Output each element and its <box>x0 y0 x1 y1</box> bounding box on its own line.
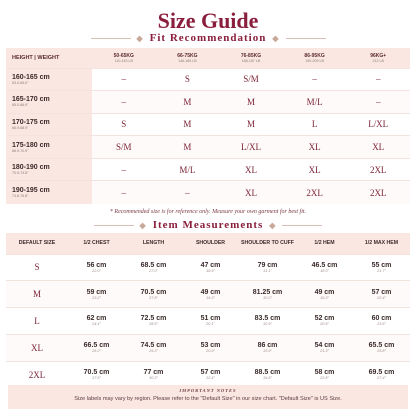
fit-cell: M/L <box>156 158 220 181</box>
meas-cell: 70.5 cm 27.8" <box>68 361 125 388</box>
fit-cell: XL <box>219 181 283 204</box>
fit-cell: L <box>283 113 347 136</box>
fit-heading-text: Fit Recommendation <box>149 32 267 44</box>
fit-cell: M <box>156 91 220 114</box>
meas-cell: 69.5 cm 27.4" <box>353 361 410 388</box>
fit-cell: M <box>156 113 220 136</box>
fit-cell: – <box>92 68 156 91</box>
fit-cell: – <box>346 68 410 91</box>
meas-cell: 81.25 cm 32.0" <box>239 281 296 308</box>
fit-row <box>6 136 410 159</box>
notes-text: Size labels may vary by region. Please refer to the "Default Size" in our size chart. "Default Size" is US Size. <box>74 396 342 402</box>
fit-cell: – <box>92 158 156 181</box>
fit-cell: XL <box>219 158 283 181</box>
fit-col-header: 66-75KG 146-165 LB <box>156 48 220 68</box>
meas-cell: 49 cm 19.3" <box>182 281 239 308</box>
meas-cell: 57 cm 22.4" <box>182 361 239 388</box>
meas-col-header: 1/2 MAX HEM <box>353 233 410 254</box>
meas-col-header: SHOULDER TO CUFF <box>239 233 296 254</box>
fit-cell: – <box>346 91 410 114</box>
meas-cell: 77 cm 30.3" <box>125 361 182 388</box>
meas-cell: 46.5 cm 18.3" <box>296 254 353 281</box>
meas-row <box>6 308 410 335</box>
notes-title: IMPORTANT NOTES <box>179 388 237 393</box>
diamond-icon: ◆ <box>269 221 277 230</box>
meas-cell: 68.5 cm 27.0" <box>125 254 182 281</box>
fit-row-header: 190-195 cm 74.8-76.8" <box>6 181 92 204</box>
fit-row-header: 180-190 cm 70.9-74.8" <box>6 158 92 181</box>
meas-col-header: 1/2 HEM <box>296 233 353 254</box>
meas-cell: 54 cm 21.3" <box>296 334 353 361</box>
fit-row-header: 170-175 cm 66.9-68.9" <box>6 113 92 136</box>
meas-row <box>6 254 410 281</box>
meas-cell: 65.5 cm 25.8" <box>353 334 410 361</box>
fit-corner-header: HEIGHT | WEIGHT <box>6 48 92 68</box>
meas-cell: 59 cm 23.2" <box>68 281 125 308</box>
fit-cell: XL <box>283 136 347 159</box>
meas-cell: 52 cm 20.5" <box>296 308 353 335</box>
fit-disclaimer: * Recommended size is for reference only. Measure your own garment for best fit. <box>109 209 307 215</box>
fit-row <box>6 181 410 204</box>
meas-col-header: DEFAULT SIZE <box>6 233 68 254</box>
fit-col-header: 50-65KG 110-143 LB <box>92 48 156 68</box>
meas-cell: 49 cm 19.3" <box>296 281 353 308</box>
meas-cell: 55 cm 21.7" <box>353 254 410 281</box>
fit-cell: XL <box>346 136 410 159</box>
meas-cell: 83.5 cm 32.9" <box>239 308 296 335</box>
fit-cell: – <box>92 91 156 114</box>
diamond-icon: ◆ <box>136 34 144 43</box>
fit-col-header: 76-85KG 168-187 LB <box>219 48 283 68</box>
meas-size-label: S <box>6 254 68 281</box>
meas-cell: 53 cm 20.9" <box>182 334 239 361</box>
meas-col-header: 1/2 CHEST <box>68 233 125 254</box>
meas-cell: 74.5 cm 29.3" <box>125 334 182 361</box>
fit-cell: 2XL <box>346 181 410 204</box>
fit-header-row <box>6 48 410 68</box>
meas-row <box>6 281 410 308</box>
fit-cell: M <box>219 91 283 114</box>
fit-col-header: 96KG+ 212 LB <box>346 48 410 68</box>
fit-row <box>6 68 410 91</box>
fit-section-heading <box>0 32 416 44</box>
measurements-section-heading <box>0 219 416 231</box>
divider <box>94 225 134 226</box>
divider <box>286 38 326 39</box>
fit-cell: M <box>156 136 220 159</box>
fit-cell: – <box>156 181 220 204</box>
meas-cell: 57 cm 22.4" <box>353 281 410 308</box>
fit-cell: XL <box>283 158 347 181</box>
meas-row <box>6 361 410 388</box>
meas-row <box>6 334 410 361</box>
fit-cell: – <box>283 68 347 91</box>
meas-cell: 88.5 cm 34.8" <box>239 361 296 388</box>
fit-cell: S/M <box>219 68 283 91</box>
meas-cell: 56 cm 22.0" <box>68 254 125 281</box>
fit-cell: S <box>92 113 156 136</box>
meas-cell: 58 cm 22.8" <box>296 361 353 388</box>
fit-cell: L/XL <box>219 136 283 159</box>
meas-cell: 66.5 cm 26.2" <box>68 334 125 361</box>
meas-col-header: SHOULDER <box>182 233 239 254</box>
page-title: Size Guide <box>157 8 259 33</box>
diamond-icon: ◆ <box>272 34 280 43</box>
fit-cell: 2XL <box>283 181 347 204</box>
meas-cell: 60 cm 23.6" <box>353 308 410 335</box>
fit-row <box>6 113 410 136</box>
fit-recommendation-table <box>6 48 410 204</box>
fit-row-header: 175-180 cm 68.9-70.9" <box>6 136 92 159</box>
important-notes-box <box>8 385 408 409</box>
meas-cell: 79 cm 31.1" <box>239 254 296 281</box>
fit-cell: M/L <box>283 91 347 114</box>
fit-col-header: 86-95KG 190-209 LB <box>283 48 347 68</box>
fit-cell: S <box>156 68 220 91</box>
meas-size-label: L <box>6 308 68 335</box>
measurements-header-row <box>6 233 410 254</box>
meas-cell: 86 cm 33.9" <box>239 334 296 361</box>
meas-size-label: 2XL <box>6 361 68 388</box>
meas-cell: 47 cm 18.5" <box>182 254 239 281</box>
fit-row-header: 160-165 cm 63.0-65.0" <box>6 68 92 91</box>
divider <box>91 38 131 39</box>
fit-cell: – <box>92 181 156 204</box>
meas-cell: 72.5 cm 28.5" <box>125 308 182 335</box>
meas-col-header: LENGTH <box>125 233 182 254</box>
meas-size-label: XL <box>6 334 68 361</box>
meas-cell: 62 cm 24.4" <box>68 308 125 335</box>
meas-size-label: M <box>6 281 68 308</box>
fit-cell: M <box>219 113 283 136</box>
divider <box>282 225 322 226</box>
fit-row-header: 165-170 cm 65.0-66.9" <box>6 91 92 114</box>
measurements-table <box>6 233 410 388</box>
meas-cell: 70.5 cm 27.8" <box>125 281 182 308</box>
measurements-heading-text: Item Measurements <box>152 219 264 231</box>
fit-row <box>6 91 410 114</box>
fit-cell: 2XL <box>346 158 410 181</box>
fit-cell: S/M <box>92 136 156 159</box>
meas-cell: 51 cm 20.1" <box>182 308 239 335</box>
fit-row <box>6 158 410 181</box>
diamond-icon: ◆ <box>139 221 147 230</box>
fit-cell: L/XL <box>346 113 410 136</box>
